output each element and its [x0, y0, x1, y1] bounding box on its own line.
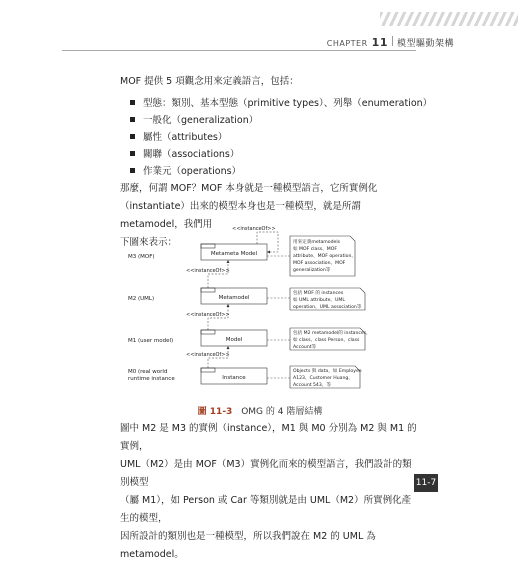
instance-of-label: <<instanceOf>> [232, 226, 276, 232]
header-decoration [380, 12, 518, 26]
bullet-icon [130, 168, 135, 173]
arrowhead-icon [227, 346, 230, 349]
bullet-item: 作業元（operations） [130, 163, 241, 177]
arrow-self [257, 232, 278, 252]
bullet-icon [130, 100, 135, 105]
chapter-number: 11 [371, 36, 388, 49]
bullet-icon [130, 151, 135, 156]
note-m2-line: 如 UML attribute、UML [293, 298, 345, 303]
note-m2-line: operation、UML association等 [293, 305, 362, 310]
figure-title: OMG 的 4 階層結構 [241, 407, 323, 417]
layer-labels [128, 254, 175, 382]
note-m0-line: A123、Customer Huang、 [293, 376, 353, 381]
note-m3-line: 如 MOF class、MOF [293, 247, 337, 252]
bullet-icon [130, 117, 135, 122]
omg-layer-diagram [128, 222, 388, 397]
intro-text: MOF 提供 5 項觀念用來定義語言，包括： [120, 76, 299, 87]
instance-of-label: <<instanceOf>> [186, 268, 230, 274]
instance-of-label: <<instanceOf>> [186, 352, 230, 358]
chapter-title: 模型驅動架構 [396, 39, 454, 49]
page-number: 11-7 [415, 478, 437, 488]
bullet-item: 一般化（generalization） [130, 112, 258, 126]
arrowhead-icon [227, 304, 230, 307]
header-rule [62, 50, 416, 51]
chapter-word: CHAPTER [326, 39, 368, 48]
note-m3-line: generalization等 [293, 268, 331, 273]
box-metamodel-tab [201, 288, 215, 292]
figure-caption [0, 404, 520, 417]
box-label-metameta: Metameta Model [210, 251, 258, 257]
paragraph-2: 圖中 M2 是 M3 的實例（instance），M1 與 M0 分別為 M2 與 M1 的實例， UML（M2）是由 MOF（M3）實例化而來的模型語言，我們設計的類別模型 （屬 M1），如 Person 或 Car 等類別就是由 UML（M2）所實例化產生的模型， 因所設計的類別也是一種模型，所以我們說在 M2 的 UML 為 metamodel。 [120, 423, 417, 560]
note-m1-line: 包括 M2 metamodel的 instances， [293, 331, 371, 336]
note-texts [293, 238, 371, 388]
note-m3-line: MOF association、MOF [293, 261, 346, 266]
layer-label-m3: M3 (MOF) [128, 254, 155, 260]
note-m1-line: Account等 [293, 345, 317, 350]
note-m0-line: Objects 與 data，如 Employee [293, 369, 362, 374]
bullet-item: 屬性（attributes） [130, 129, 227, 143]
box-label-metamodel: Metamodel [218, 295, 250, 301]
note-m3-line: attribute、MOF operation、 [293, 254, 356, 259]
bullet-item: 型態：類別、基本型態（primitive types）、列舉（enumeration） [130, 95, 432, 109]
chapter-header [327, 36, 454, 49]
note-connectors [267, 256, 290, 378]
chapter-divider [392, 36, 393, 46]
instance-of-label: <<instanceOf>> [186, 312, 230, 318]
arrowhead-icon [267, 251, 270, 254]
arrow-m2-m3 [208, 260, 228, 288]
box-label-model: Model [225, 337, 243, 343]
box-metameta-tab [201, 244, 215, 248]
arrowhead-icon [227, 260, 230, 263]
note-m0-line: Account 543、等 [293, 383, 331, 388]
layer-label-m1: M1 (user model) [128, 338, 174, 344]
box-label-instance: Instance [222, 375, 246, 381]
note-m3-line: 用來定義metamodels [293, 240, 340, 245]
note-m1-line: 如 class、class Person、class [293, 338, 360, 343]
bullet-icon [130, 134, 135, 139]
note-m2-line: 包括 MOF 的 instances [293, 291, 344, 296]
layer-label-m0-line2: runtime instance [128, 376, 175, 382]
bullet-item: 關聯（associations） [130, 146, 239, 160]
box-model-tab [201, 330, 215, 334]
figure-number: 圖 11-3 [197, 407, 233, 417]
paragraph-1: 那麼，何謂 MOF？MOF 本身就是一種模型語言，它所實例化 （instantiate）出來的模型本身也是一種模型，就是所謂 metamodel，我們用 下圖來表示： [120, 183, 378, 248]
box-instance-tab [201, 368, 215, 372]
layer-label-m2: M2 (UML) [128, 296, 155, 302]
layer-label-m0-line1: M0 (real world [128, 369, 168, 375]
